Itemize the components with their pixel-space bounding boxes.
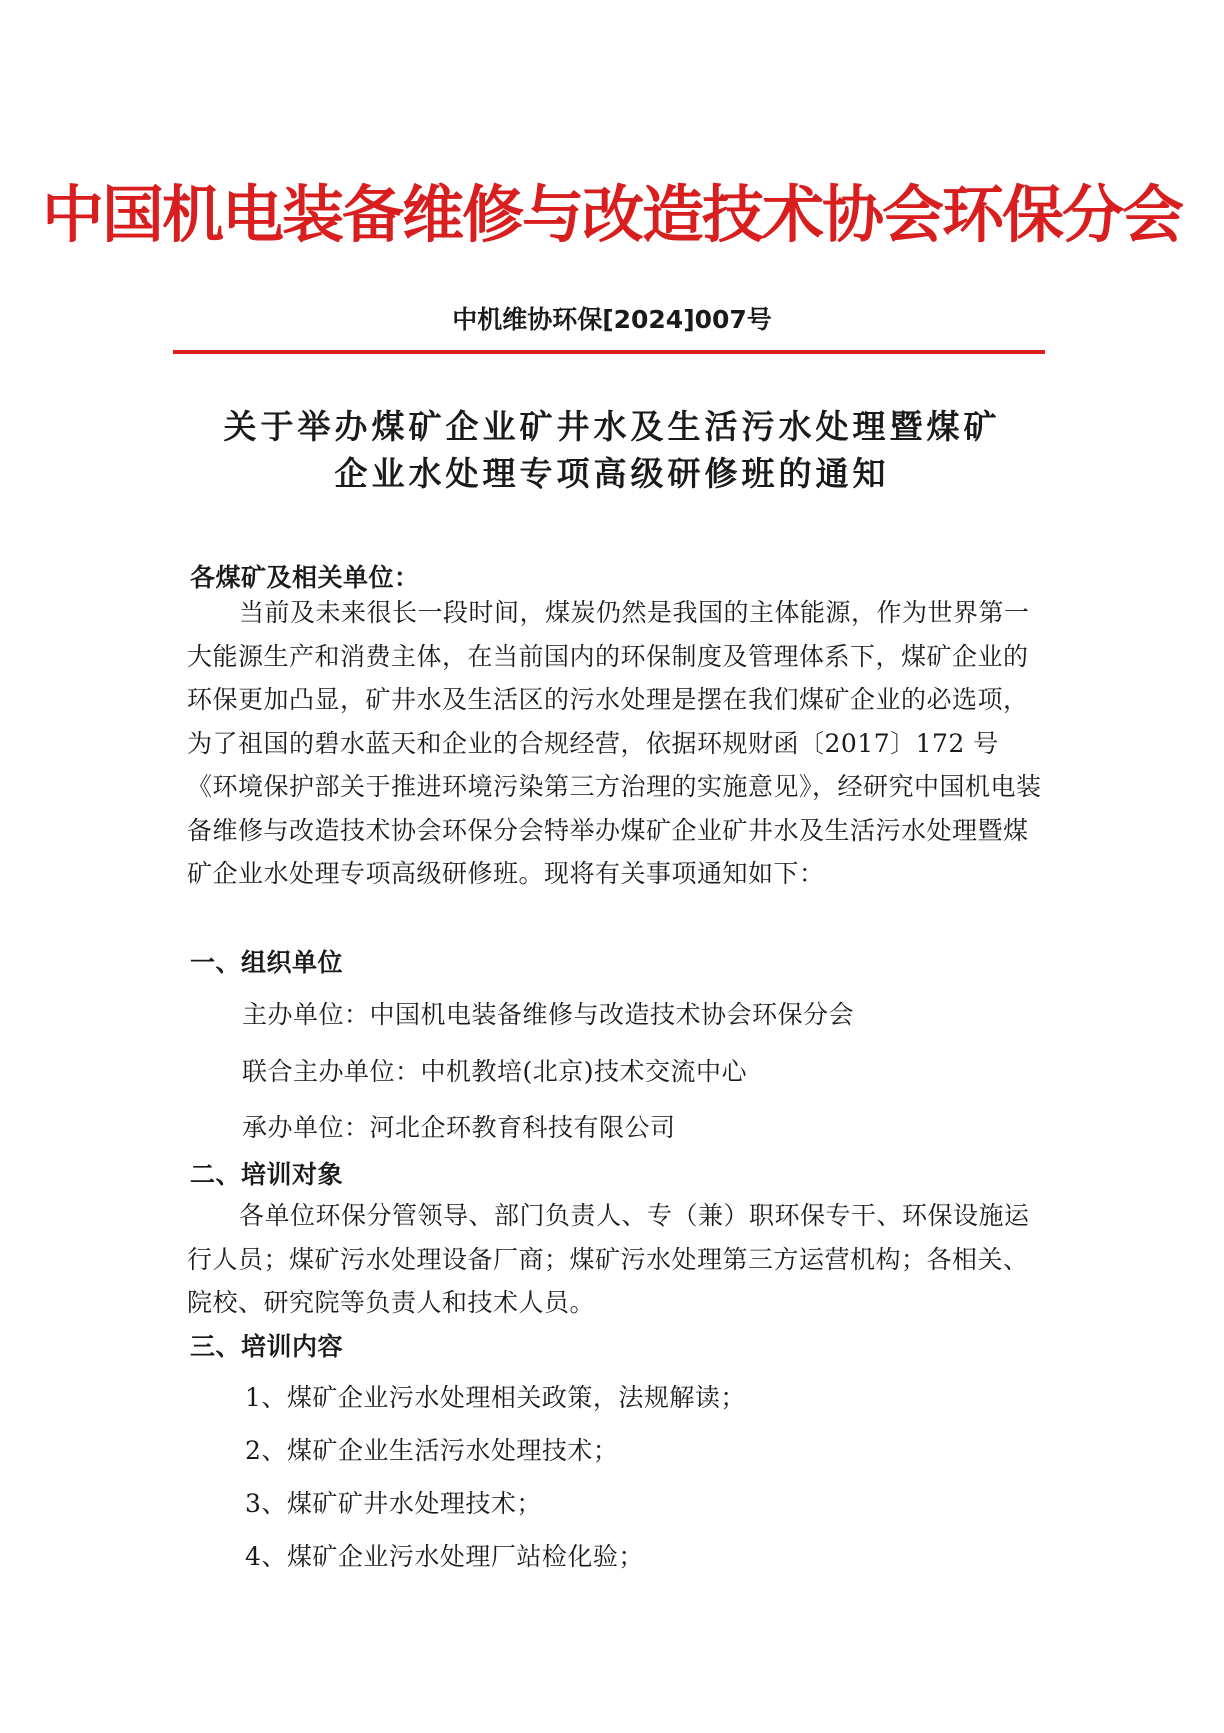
undertaking-organizer: 承办单位：河北企环教育科技有限公司 [242,1113,676,1142]
salutation: 各煤矿及相关单位： [190,563,420,592]
notice-title [0,403,1224,497]
section-heading-content: 三、培训内容 [190,1332,344,1361]
content-item-4: 4、煤矿企业污水处理厂站检化验； [245,1542,644,1571]
notice-title-line-1: 关于举办煤矿企业矿井水及生活污水处理暨煤矿 [223,407,1001,446]
section-heading-audience: 二、培训对象 [190,1160,344,1189]
document-number: 中机维协环保[2024]007号 [452,305,772,334]
content-item-2: 2、煤矿企业生活污水处理技术； [245,1436,619,1465]
section-heading-organizers: 一、组织单位 [190,948,344,977]
intro-paragraph: 当前及未来很长一段时间，煤炭仍然是我国的主体能源，作为世界第一大能源生产和消费主体，在当前国内的环保制度及管理体系下，煤矿企业的环保更加凸显，矿井水及生活区的污水处理是摆在我们煤矿企业的必选项，为了祖国的碧水蓝天和企业的合规经营，依据环规财函〔2017〕172 号《环境保护部关于推进环境污染第三方治理的实施意见》，经研究中国机电装备维修与改造技术协会环保分会特举办煤矿企业矿井水及生活污水处理暨煤矿企业水处理专项高级研修班。现将有关事项通知如下： [187,598,1042,888]
audience-paragraph: 各单位环保分管领导、部门负责人、专（兼）职环保专干、环保设施运行人员；煤矿污水处理设备厂商；煤矿污水处理第三方运营机构；各相关、院校、研究院等负责人和技术人员。 [187,1201,1030,1317]
red-divider-line [173,350,1045,354]
notice-title-line-2: 企业水处理专项高级研修班的通知 [334,454,890,493]
issuing-organization-header: 中国机电装备维修与改造技术协会环保分会 [41,178,1182,251]
co-host-organizer: 联合主办单位：中机教培(北京)技术交流中心 [242,1057,748,1086]
content-item-3: 3、煤矿矿井水处理技术； [245,1489,542,1518]
host-organizer: 主办单位：中国机电装备维修与改造技术协会环保分会 [242,1000,855,1029]
content-item-1: 1、煤矿企业污水处理相关政策，法规解读； [245,1383,746,1412]
